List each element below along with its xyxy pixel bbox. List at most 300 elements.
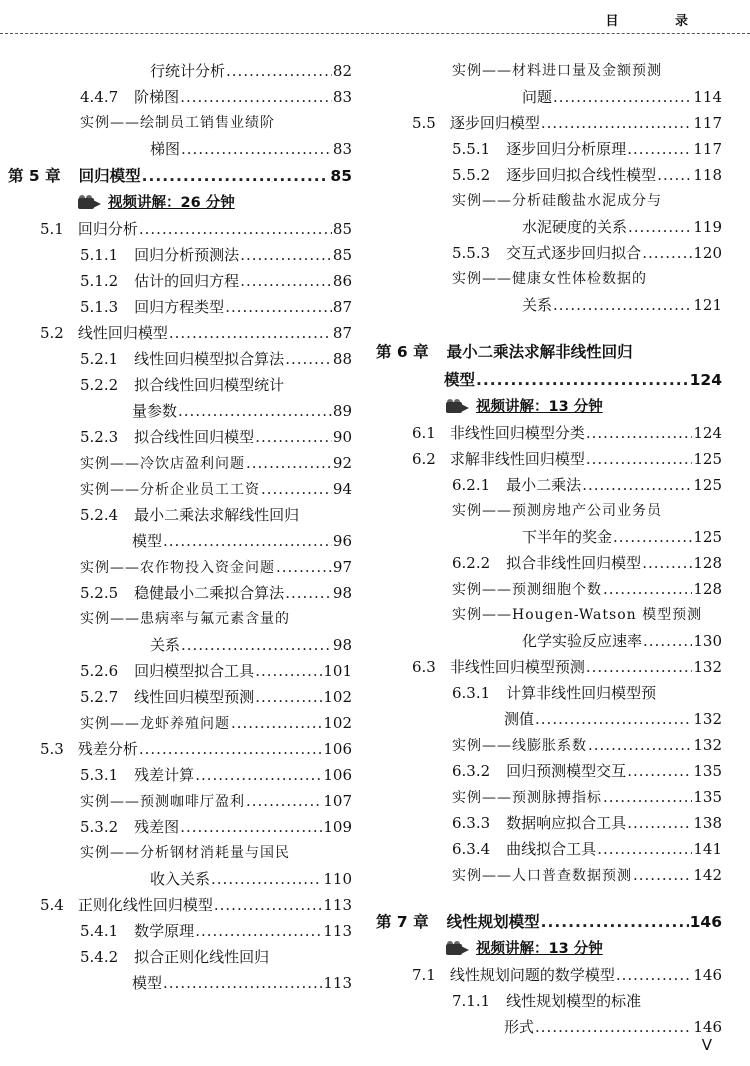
toc-entry-section[interactable]: [0, 216, 352, 242]
toc-entry-row: [452, 862, 722, 888]
toc-entry-number: 6.3.2: [452, 762, 491, 780]
toc-entry-title: 测值: [504, 710, 535, 728]
toc-entry-cont[interactable]: [0, 866, 352, 892]
toc-page-number: 113: [323, 974, 352, 992]
toc-entry-number: 实例——: [80, 456, 140, 472]
video-lecture-note: [0, 190, 352, 216]
toc-entry-title: 数据响应拟合工具: [506, 814, 627, 832]
toc-page-number: 113: [323, 922, 352, 940]
toc-entry-sub[interactable]: [0, 372, 352, 398]
toc-entry-chapter[interactable]: [0, 162, 352, 190]
toc-entry-number: 实例——: [452, 271, 512, 287]
toc-entry-example[interactable]: [372, 602, 722, 628]
toc-leader-dots: [226, 58, 332, 84]
toc-entry-title: 回归预测模型交互: [506, 762, 627, 780]
toc-entry-number: 实例——: [452, 503, 512, 519]
toc-entry-title: 残差计算: [134, 766, 195, 784]
toc-entry-cont[interactable]: [0, 970, 352, 996]
toc-entry-row: [150, 58, 352, 84]
toc-page-number: 121: [693, 296, 722, 314]
toc-entry-number: 5.5.2: [452, 166, 491, 184]
toc-entry-title: 量参数: [132, 402, 178, 420]
toc-entry-section[interactable]: [372, 962, 722, 988]
toc-entry-sub[interactable]: [0, 346, 352, 372]
toc-entry-title: 模型: [444, 371, 476, 389]
toc-entry-example[interactable]: [0, 710, 352, 736]
toc-entry-number: 5.2.2: [80, 376, 119, 394]
toc-entry-title: 行统计分析: [150, 62, 226, 80]
toc-entry-title: 化学实验反应速率: [522, 632, 643, 650]
toc-entry-sub[interactable]: [0, 944, 352, 970]
toc-page-number: 97: [332, 558, 352, 576]
toc-page-number: 106: [323, 740, 352, 758]
toc-entry-row: [80, 476, 352, 502]
toc-entry-sub[interactable]: [0, 918, 352, 944]
toc-leader-dots: [139, 216, 332, 242]
toc-entry-cont[interactable]: [372, 524, 722, 550]
toc-entry-row: [80, 684, 352, 710]
toc-entry-title: 线性规划模型: [446, 913, 540, 931]
toc-entry-example[interactable]: [372, 498, 722, 524]
toc-page-number: 146: [689, 913, 722, 931]
toc-page-number: 125: [693, 476, 722, 494]
toc-entry-title: 线性回归模型预测: [134, 688, 255, 706]
toc-page-number: 125: [693, 450, 722, 468]
toc-entry-title: 龙虾养殖问题: [140, 716, 230, 732]
toc-entry-cont[interactable]: [372, 292, 722, 318]
video-lecture-inner: [446, 936, 603, 962]
video-lecture-label[interactable]: 视频讲解：13 分钟: [476, 941, 603, 957]
toc-page-number: 88: [332, 350, 352, 368]
toc-entry-title: 拟合线性回归模型统计: [134, 376, 285, 394]
toc-entry-cont[interactable]: [0, 136, 352, 162]
toc-leader-dots: [261, 476, 332, 502]
toc-entry-section[interactable]: [0, 892, 352, 918]
toc-entry-title: 数学原理: [134, 922, 195, 940]
toc-entry-row: [80, 762, 352, 788]
toc-entry-cont[interactable]: [372, 214, 722, 240]
video-lecture-label[interactable]: 视频讲解：13 分钟: [476, 399, 603, 415]
toc-entry-number: 6.3: [412, 658, 436, 676]
toc-entry-example[interactable]: [0, 110, 352, 136]
toc-leader-dots: [535, 706, 692, 732]
video-camera-icon: [78, 195, 102, 211]
toc-entry-section[interactable]: [0, 736, 352, 762]
toc-page-number: 119: [693, 218, 722, 236]
toc-entry-number: 5.5.1: [452, 140, 491, 158]
toc-entry-row: [452, 680, 722, 706]
toc-entry-row: [522, 292, 722, 318]
toc-entry-number: 实例——: [452, 607, 512, 623]
toc-leader-dots: [181, 632, 332, 658]
toc-page-number: 90: [332, 428, 352, 446]
toc-page-number: 128: [693, 554, 722, 572]
toc-entry-title: 分析企业员工工资: [140, 482, 260, 498]
toc-page-number: 142: [693, 866, 722, 884]
toc-leader-dots: [582, 472, 692, 498]
toc-entry-cont[interactable]: [0, 632, 352, 658]
toc-entry-sub[interactable]: [0, 684, 352, 710]
toc-page-number: 132: [693, 710, 722, 728]
toc-page-number: 82: [332, 62, 352, 80]
header-divider: [0, 33, 750, 34]
toc-entry-sub[interactable]: [372, 758, 722, 784]
toc-entry-example[interactable]: [372, 58, 722, 84]
toc-page-number: 130: [693, 632, 722, 650]
video-lecture-note: [372, 394, 722, 420]
toc-entry-sub[interactable]: [0, 502, 352, 528]
toc-entry-row: [80, 268, 352, 294]
toc-entry-row: [522, 628, 722, 654]
toc-entry-number: 实例——: [80, 482, 140, 498]
toc-entry-row: [80, 110, 352, 136]
toc-page-number: 96: [332, 532, 352, 550]
toc-leader-dots: [246, 450, 332, 476]
toc-entry-row: [80, 840, 352, 866]
toc-entry-row: [412, 446, 722, 472]
video-camera-icon: [446, 399, 470, 415]
toc-entry-title: 冷饮店盈利问题: [140, 456, 245, 472]
toc-entry-number: 实例——: [452, 193, 512, 209]
toc-page-number: 94: [332, 480, 352, 498]
toc-entry-example[interactable]: [0, 606, 352, 632]
toc-entry-cont[interactable]: [372, 706, 722, 732]
toc-entry-chapter[interactable]: [372, 908, 722, 936]
toc-entry-cont[interactable]: [0, 398, 352, 424]
toc-entry-row: [452, 550, 722, 576]
toc-entry-cont[interactable]: [0, 58, 352, 84]
toc-entry-row: [412, 110, 722, 136]
toc-page-number: 114: [693, 88, 722, 106]
toc-entry-number: 5.1.3: [80, 298, 119, 316]
toc-leader-dots: [627, 136, 692, 162]
toc-entry-number: 5.2.4: [80, 506, 119, 524]
toc-entry-cont[interactable]: [372, 84, 722, 110]
toc-entry-section[interactable]: [372, 110, 722, 136]
toc-entry-title: 材料进口量及金额预测: [512, 63, 662, 79]
toc-entry-sub[interactable]: [372, 472, 722, 498]
toc-entry-number: 实例——: [80, 845, 140, 861]
toc-entry-title: 水泥硬度的关系: [522, 218, 628, 236]
video-lecture-label[interactable]: 视频讲解：26 分钟: [108, 195, 235, 211]
toc-entry-row: [80, 424, 352, 450]
toc-entry-cont[interactable]: [372, 1014, 722, 1040]
toc-leader-dots: [142, 162, 330, 190]
toc-leader-dots: [195, 762, 322, 788]
toc-entry-row: [40, 216, 352, 242]
toc-entry-sub[interactable]: [0, 242, 352, 268]
toc-leader-dots: [255, 684, 322, 710]
toc-entry-row: [150, 866, 352, 892]
toc-entry-number: 5.3: [40, 740, 64, 758]
toc-leader-dots: [163, 528, 332, 554]
toc-entry-sub[interactable]: [372, 810, 722, 836]
toc-entry-example[interactable]: [372, 732, 722, 758]
toc-leader-dots: [541, 110, 692, 136]
toc-page-number: 101: [323, 662, 352, 680]
toc-column-right: [372, 58, 722, 1040]
toc-entry-number: 第 5 章: [8, 167, 61, 185]
running-header: [0, 0, 750, 36]
toc-entry-chapter[interactable]: [372, 338, 722, 366]
toc-leader-dots: [633, 862, 692, 888]
toc-entry-example[interactable]: [0, 840, 352, 866]
toc-entry-row: [452, 732, 722, 758]
toc-entry-row: [132, 970, 352, 996]
toc-entry-number: 6.1: [412, 424, 436, 442]
toc-entry-sub[interactable]: [0, 268, 352, 294]
toc-entry-title: 残差图: [134, 818, 180, 836]
header-title: 目 录: [605, 14, 714, 29]
toc-page-number: 120: [693, 244, 722, 262]
toc-entry-sub[interactable]: [0, 84, 352, 110]
toc-leader-dots: [642, 240, 692, 266]
toc-entry-row: [80, 502, 352, 528]
toc-entry-row: [150, 632, 352, 658]
toc-entry-title: 回归分析: [77, 220, 138, 238]
toc-entry-number: 实例——: [80, 560, 140, 576]
toc-page-number: 85: [330, 167, 352, 185]
toc-entry-row: [444, 366, 722, 394]
toc-entry-title: 拟合正则化线性回归: [134, 948, 270, 966]
toc-entry-number: 实例——: [80, 716, 140, 732]
toc-entry-title: 关系: [150, 636, 181, 654]
toc-entry-number: 5.5: [412, 114, 436, 132]
toc-leader-dots: [586, 654, 692, 680]
toc-leader-dots: [180, 84, 332, 110]
toc-entry-section[interactable]: [372, 654, 722, 680]
toc-entry-row: [8, 162, 352, 190]
toc-entry-row: [452, 240, 722, 266]
toc-leader-dots: [476, 366, 689, 394]
toc-page-number: 117: [693, 114, 722, 132]
toc-entry-sub[interactable]: [372, 240, 722, 266]
toc-page-number: 128: [693, 580, 722, 598]
toc-leader-dots: [285, 580, 332, 606]
toc-entry-example[interactable]: [0, 554, 352, 580]
toc-page-number: 124: [693, 424, 722, 442]
toc-entry-row: [504, 706, 722, 732]
toc-entry-row: [452, 784, 722, 810]
toc-entry-number: 实例——: [452, 868, 512, 884]
toc-leader-dots: [603, 784, 692, 810]
toc-entry-number: 6.2.1: [452, 476, 491, 494]
toc-entry-row: [40, 736, 352, 762]
toc-entry-title: 预测房地产公司业务员: [512, 503, 662, 519]
toc-page-number: 83: [332, 140, 352, 158]
toc-leader-dots: [586, 446, 692, 472]
toc-entry-title: 逐步回归分析原理: [506, 140, 627, 158]
toc-page-number: 132: [693, 736, 722, 754]
toc-gap: [372, 318, 722, 338]
toc-leader-dots: [657, 162, 692, 188]
toc-entry-title: 问题: [522, 88, 553, 106]
toc-entry-row: [504, 1014, 722, 1040]
toc-entry-row: [80, 294, 352, 320]
toc-entry-row: [80, 710, 352, 736]
toc-leader-dots: [616, 962, 692, 988]
toc-page-number: 98: [332, 636, 352, 654]
toc-entry-number: 实例——: [80, 611, 140, 627]
toc-entry-row: [452, 162, 722, 188]
toc-entry-number: 实例——: [80, 794, 140, 810]
toc-entry-title: 逐步回归拟合线性模型: [506, 166, 657, 184]
toc-page-number: 135: [693, 762, 722, 780]
toc-leader-dots: [178, 398, 332, 424]
toc-page-number: 109: [323, 818, 352, 836]
toc-entry-sub[interactable]: [0, 658, 352, 684]
page-number: V: [701, 1036, 712, 1054]
toc-entry-row: [452, 836, 722, 862]
toc-entry-number: 5.2.7: [80, 688, 119, 706]
toc-entry-title: 线性回归模型拟合算法: [134, 350, 285, 368]
toc-entry-sub[interactable]: [372, 162, 722, 188]
toc-entry-sub[interactable]: [0, 762, 352, 788]
toc-entry-title: 拟合非线性回归模型: [506, 554, 642, 572]
toc-entry-title: 非线性回归模型分类: [449, 424, 585, 442]
toc-entry-number: 5.1.1: [80, 246, 119, 264]
toc-leader-dots: [255, 424, 332, 450]
toc-entry-title: 预测细胞个数: [512, 582, 602, 598]
toc-entry-title: 残差分析: [77, 740, 138, 758]
toc-leader-dots: [225, 294, 332, 320]
toc-page-number: 118: [693, 166, 722, 184]
toc-entry-sub[interactable]: [0, 814, 352, 840]
toc-entry-sub[interactable]: [372, 680, 722, 706]
toc-entry-chapter[interactable]: [372, 366, 722, 394]
toc-page-number: 87: [332, 298, 352, 316]
toc-entry-number: 5.2.1: [80, 350, 119, 368]
toc-leader-dots: [240, 268, 332, 294]
toc-entry-row: [132, 528, 352, 554]
toc-entry-number: 实例——: [452, 63, 512, 79]
toc-entry-title: 线性规划模型的标准: [506, 992, 642, 1010]
toc-leader-dots: [553, 84, 692, 110]
toc-page-number: 87: [332, 324, 352, 342]
toc-entry-number: 5.2.3: [80, 428, 119, 446]
toc-leader-dots: [214, 892, 322, 918]
toc-entry-title: 回归方程类型: [134, 298, 225, 316]
toc-leader-dots: [240, 242, 332, 268]
toc-page-number: 85: [332, 220, 352, 238]
toc-entry-title: 交互式逐步回归拟合: [506, 244, 642, 262]
toc-entry-title: 关系: [522, 296, 553, 314]
toc-entry-example[interactable]: [372, 784, 722, 810]
toc-entry-number: 5.4.1: [80, 922, 119, 940]
toc-entry-title: 回归模型: [78, 167, 141, 185]
toc-page-number: 98: [332, 584, 352, 602]
toc-page-number: 86: [332, 272, 352, 290]
toc-page-number: 85: [332, 246, 352, 264]
toc-entry-row: [80, 814, 352, 840]
toc-entry-row: [452, 58, 722, 84]
toc-entry-row: [132, 398, 352, 424]
toc-entry-cont[interactable]: [372, 628, 722, 654]
toc-entry-example[interactable]: [0, 788, 352, 814]
toc-entry-title: 下半年的奖金: [522, 528, 613, 546]
toc-entry-title: 回归分析预测法: [134, 246, 240, 264]
toc-leader-dots: [613, 524, 692, 550]
toc-entry-number: 实例——: [452, 582, 512, 598]
toc-leader-dots: [627, 810, 692, 836]
toc-entry-row: [452, 472, 722, 498]
toc-entry-sub[interactable]: [0, 294, 352, 320]
toc-entry-section[interactable]: [372, 446, 722, 472]
toc-entry-row: [40, 892, 352, 918]
toc-entry-title: 最小二乘法求解非线性回归: [446, 343, 633, 361]
toc-entry-sub[interactable]: [372, 988, 722, 1014]
toc-entry-number: 第 6 章: [376, 343, 429, 361]
toc-entry-sub[interactable]: [0, 424, 352, 450]
toc-entry-row: [452, 988, 722, 1014]
toc-leader-dots: [195, 918, 322, 944]
toc-entry-row: [412, 962, 722, 988]
toc-page-number: 146: [693, 1018, 722, 1036]
toc-entry-sub[interactable]: [372, 550, 722, 576]
toc-entry-title: 求解非线性回归模型: [449, 450, 585, 468]
toc-page-number: 132: [693, 658, 722, 676]
toc-page-number: 83: [332, 88, 352, 106]
toc-entry-example[interactable]: [372, 266, 722, 292]
toc-entry-example[interactable]: [0, 450, 352, 476]
toc-entry-title: 农作物投入资金问题: [140, 560, 275, 576]
toc-entry-number: 5.3.2: [80, 818, 119, 836]
toc-leader-dots: [169, 320, 332, 346]
toc-entry-title: 阶梯图: [134, 88, 180, 106]
toc-entry-section[interactable]: [0, 320, 352, 346]
toc-entry-title: 线性规划问题的数学模型: [449, 966, 615, 984]
toc-entry-number: 7.1.1: [452, 992, 491, 1010]
toc-entry-row: [452, 188, 722, 214]
toc-entry-section[interactable]: [372, 420, 722, 446]
toc-leader-dots: [255, 658, 322, 684]
toc-entry-number: 5.4: [40, 896, 64, 914]
toc-entry-example[interactable]: [372, 862, 722, 888]
toc-entry-sub[interactable]: [372, 836, 722, 862]
toc-leader-dots: [588, 732, 692, 758]
toc-leader-dots: [285, 346, 332, 372]
toc-entry-title: 线性回归模型: [77, 324, 168, 342]
toc-entry-number: 5.2.6: [80, 662, 119, 680]
toc-entry-row: [80, 372, 352, 398]
toc-entry-number: 第 7 章: [376, 913, 429, 931]
toc-entry-sub[interactable]: [372, 136, 722, 162]
toc-entry-number: 实例——: [452, 738, 512, 754]
toc-entry-title: 患病率与氟元素含量的: [140, 611, 290, 627]
toc-leader-dots: [139, 736, 322, 762]
toc-entry-example[interactable]: [0, 476, 352, 502]
toc-page-number: 89: [332, 402, 352, 420]
toc-entry-row: [412, 420, 722, 446]
toc-entry-sub[interactable]: [0, 580, 352, 606]
toc-entry-title: 最小二乘法求解线性回归: [134, 506, 300, 524]
toc-entry-title: 预测咖啡厅盈利: [140, 794, 245, 810]
toc-entry-title: 拟合线性回归模型: [134, 428, 255, 446]
toc-entry-title: 正则化线性回归模型: [77, 896, 213, 914]
toc-page-number: 117: [693, 140, 722, 158]
toc-entry-title: 分析钢材消耗量与国民: [140, 845, 290, 861]
toc-leader-dots: [597, 836, 692, 862]
toc-entry-number: 6.3.1: [452, 684, 491, 702]
toc-entry-row: [40, 320, 352, 346]
toc-entry-example[interactable]: [372, 576, 722, 602]
toc-entry-title: 分析硅酸盐水泥成分与: [512, 193, 662, 209]
toc-entry-title: 预测脉搏指标: [512, 790, 602, 806]
toc-page-number: 106: [323, 766, 352, 784]
toc-entry-example[interactable]: [372, 188, 722, 214]
toc-entry-cont[interactable]: [0, 528, 352, 554]
toc-entry-row: [80, 346, 352, 372]
